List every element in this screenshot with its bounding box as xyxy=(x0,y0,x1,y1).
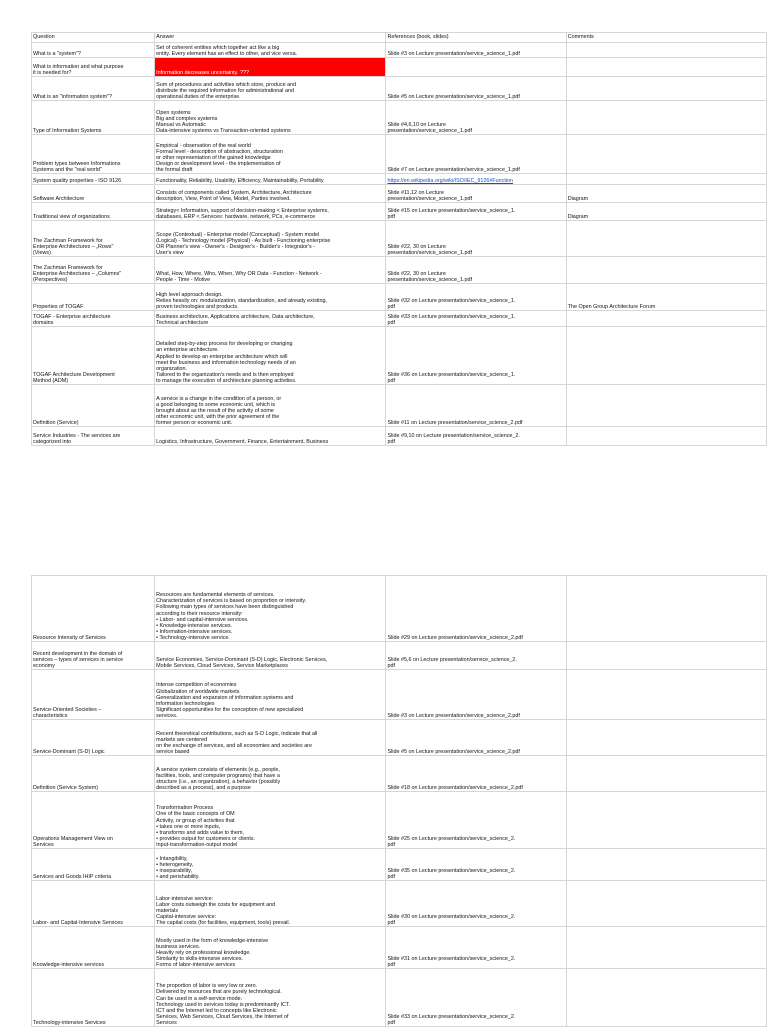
table-row xyxy=(32,927,767,969)
table-row xyxy=(32,221,767,257)
comment-cell[interactable]: Diagram xyxy=(566,185,766,203)
reference-cell[interactable]: Slide #9,10 on Lecture presentation/service_science_2. pdf xyxy=(386,427,566,446)
question-cell[interactable]: Properties of TOGAF xyxy=(32,284,155,311)
question-cell[interactable]: Service-Dominant (S-D) Logic xyxy=(32,720,155,756)
reference-cell[interactable]: Slide #3 on Lecture presentation/service_science_2.pdf xyxy=(386,670,566,720)
reference-cell[interactable]: Slide #35 on Lecture presentation/service_science_2. pdf xyxy=(386,849,566,881)
table-row xyxy=(32,101,767,135)
table-row xyxy=(32,670,767,720)
reference-cell[interactable]: Slide #5 on Lecture presentation/service_science_1.pdf xyxy=(386,77,566,101)
answer-cell[interactable]: Scope (Contextual) - Enterprise model (Conceptual) - System model (Logical) - Technology model (Physical) - As built - Functioning enterprise OR Planner's view - Owner's - Designer's - Builder's - Integrator's - User's view xyxy=(155,221,386,257)
comment-cell[interactable] xyxy=(566,327,766,385)
reference-cell[interactable]: Slide #15 on Lecture presentation/service_science_1. pdf xyxy=(386,203,566,221)
reference-cell[interactable]: Slide #4,6,10 on Lecture presentation/service_science_1.pdf xyxy=(386,101,566,135)
table-row xyxy=(32,257,767,284)
comment-cell[interactable] xyxy=(566,135,766,174)
table-row xyxy=(32,77,767,101)
answer-cell[interactable]: Resources are fundamental elements of services. Characterization of services is based on proportion or intensity. Following main types of services have been distinguished according to their resource intensity: • Labor- and capital-intensive services. • Knowledge-intensive services. • Information-intensive services. • Technology-intensive service. xyxy=(155,576,386,642)
comment-cell[interactable] xyxy=(566,576,766,642)
comment-cell[interactable] xyxy=(566,43,766,58)
comment-cell[interactable] xyxy=(566,849,766,881)
reference-cell[interactable]: Slide #3 on Lecture presentation/service_science_1.pdf xyxy=(386,43,566,58)
comment-cell[interactable] xyxy=(566,58,766,77)
question-cell[interactable]: Operations Management View on Services xyxy=(32,792,155,849)
comment-cell[interactable]: Diagram xyxy=(566,203,766,221)
question-cell[interactable]: Traditional view of organizations xyxy=(32,203,155,221)
answer-cell[interactable]: Open systems Big and complex systems Manual vs Automatic Data-intensive systems vs Transaction-oriented systems xyxy=(155,101,386,135)
comment-cell[interactable] xyxy=(566,385,766,427)
table-row xyxy=(32,792,767,849)
reference-cell[interactable]: Slide #11,12 on Lecture presentation/service_science_1.pdf xyxy=(386,185,566,203)
question-cell[interactable]: The Zachman Framework for Enterprise Architectures – „Columns" (Perspectives) xyxy=(32,257,155,284)
table-row xyxy=(32,576,767,642)
table-row xyxy=(32,284,767,311)
sheet-table-1 xyxy=(31,32,767,446)
reference-cell[interactable]: Slide #30 on Lecture presentation/service_science_2. pdf xyxy=(386,881,566,927)
question-cell[interactable]: Definition (Service System) xyxy=(32,756,155,792)
comment-cell[interactable] xyxy=(566,101,766,135)
answer-cell[interactable]: • Intangibility, • heterogeneity, • inseparability, • and perishability. xyxy=(155,849,386,881)
answer-cell[interactable]: Business architecture, Applications architecture, Data architecture, Technical architecture xyxy=(155,311,386,327)
question-cell[interactable]: Problem types between Informations Systems and the "real world" xyxy=(32,135,155,174)
question-cell[interactable]: Services and Goods IHIP criteria xyxy=(32,849,155,881)
answer-cell[interactable]: Intense competition of economies Globalization of worldwide markets Generalization and expansion of information systems and information technologies Significant opportunities for the conception of new specialized services. xyxy=(155,670,386,720)
comment-cell[interactable] xyxy=(566,221,766,257)
reference-cell[interactable]: Slide #22, 30 on Lecture presentation/service_science_1.pdf xyxy=(386,257,566,284)
question-cell[interactable]: Service Industries - The services are categorized into xyxy=(32,427,155,446)
comment-cell[interactable] xyxy=(566,427,766,446)
header-references[interactable]: References (book, slides) xyxy=(386,33,566,43)
reference-cell[interactable]: Slide #18 on Lecture presentation/service_science_2.pdf xyxy=(386,756,566,792)
reference-cell[interactable]: Slide #5,6 on Lecture presentation/service_science_2. pdf xyxy=(386,642,566,670)
reference-cell[interactable]: Slide #31 on Lecture presentation/service_science_2. pdf xyxy=(386,927,566,969)
answer-cell[interactable]: High level approach design. Relies heavily on: modularization, standardization, and already existing, proven technologies and products. xyxy=(155,284,386,311)
answer-cell[interactable]: Strategy< Information, support of decision-making < Enterprise systems, databases, ERP < Services: hardware, network, PCs, e-commerce xyxy=(155,203,386,221)
table-row xyxy=(32,756,767,792)
header-comments[interactable]: Comments xyxy=(566,33,766,43)
reference-cell[interactable]: Slide #7 on Lecture presentation/service_science_1.pdf xyxy=(386,135,566,174)
comment-cell[interactable] xyxy=(566,720,766,756)
table-row xyxy=(32,58,767,77)
table-row xyxy=(32,185,767,203)
table-row xyxy=(32,881,767,927)
answer-cell[interactable]: Sum of procedures and activities which store, produce and distribute the required information for administrational and operational duties of the enterprise. xyxy=(155,77,386,101)
table-row xyxy=(32,720,767,756)
question-cell[interactable]: Definition (Service) xyxy=(32,385,155,427)
reference-cell[interactable] xyxy=(386,58,566,77)
answer-cell[interactable]: Consists of components called System, Architecture, Architecture description, View, Point of View, Model, Parties involved. xyxy=(155,185,386,203)
question-cell[interactable]: Recent development in the domain of services – types of services in service economy xyxy=(32,642,155,670)
table-row xyxy=(32,427,767,446)
question-cell[interactable]: Knowledge-intensive services xyxy=(32,927,155,969)
comment-cell[interactable] xyxy=(566,927,766,969)
question-cell[interactable]: Software Architecture xyxy=(32,185,155,203)
answer-cell[interactable]: Service Economies, Service-Dominant (S-D) Logic, Electronic Services, Mobile Services, Cloud Services, Service Marketplaces xyxy=(155,642,386,670)
question-cell[interactable]: Service-Oriented Societies – characteristics xyxy=(32,670,155,720)
table-row xyxy=(32,327,767,385)
reference-cell[interactable]: Slide #5 on Lecture presentation/service_science_2.pdf xyxy=(386,720,566,756)
answer-cell[interactable]: Labor-intensive service: Labor costs outweigh the costs for equipment and materials Capital-intensive service: The capital costs (for facilities, equipment, tools) prevail. xyxy=(155,881,386,927)
header-row xyxy=(32,33,767,43)
question-cell[interactable]: Type of Information Systems xyxy=(32,101,155,135)
comment-cell[interactable] xyxy=(566,257,766,284)
table-row xyxy=(32,642,767,670)
reference-cell[interactable]: Slide #29 on Lecture presentation/service_science_2.pdf xyxy=(386,576,566,642)
comment-cell[interactable] xyxy=(566,642,766,670)
answer-cell[interactable]: Mostly used in the form of knowledge-intensive business services. Heavily rely on professional knowledge. Similarity to skills-intensive services. Forms of labor-intensive services xyxy=(155,927,386,969)
answer-cell[interactable]: Detailed step-by-step process for developing or changing an enterprise architecture. Applied to develop an enterprise architecture which will meet the business and information technology needs of an organization. Tailored to the organization's needs and is then employed to manage the execution of architecture planning activities. xyxy=(155,327,386,385)
question-cell[interactable]: What is information and what purpose it is needed for? xyxy=(32,58,155,77)
answer-cell[interactable]: The proportion of labor is very low or zero. Delivered by resources that are purely technological. Can be used in a self-service mode. Technology used in services today is predominantly ICT. ICT and the Internet led to concepts like Electronic Services, Web Services, Cloud Services, the Internet of Services xyxy=(155,969,386,1027)
question-cell[interactable]: What is an "information system"? xyxy=(32,77,155,101)
table-row xyxy=(32,311,767,327)
reference-cell[interactable]: Slide #22, 30 on Lecture presentation/service_science_1.pdf xyxy=(386,221,566,257)
question-cell[interactable]: TOGAF - Enterprise architecture domains xyxy=(32,311,155,327)
reference-cell[interactable]: Slide #32 on Lecture presentation/service_science_1. pdf xyxy=(386,284,566,311)
answer-cell[interactable]: Set of coherent entities which together act like a big entity. Every element has an effect to other, and vice versa. xyxy=(155,43,386,58)
comment-cell[interactable] xyxy=(566,756,766,792)
question-cell[interactable]: The Zachman Framework for Enterprise Architectures – „Rows" (Views) xyxy=(32,221,155,257)
table-row xyxy=(32,969,767,1027)
question-cell[interactable]: TOGAF Architecture Development Method (ADM) xyxy=(32,327,155,385)
reference-cell[interactable]: Slide #33 on Lecture presentation/service_science_2. pdf xyxy=(386,969,566,1027)
question-cell[interactable]: System quality properties - ISO 9126 xyxy=(32,174,155,185)
reference-cell[interactable]: Slide #11 on Lecture presentation/service_science_2.pdf xyxy=(386,385,566,427)
question-cell[interactable]: What is a "system"? xyxy=(32,43,155,58)
answer-cell[interactable]: What, How, Where, Who, When, Why OR Data - Function - Network - People - Time - Motive xyxy=(155,257,386,284)
table-row xyxy=(32,203,767,221)
comment-cell[interactable] xyxy=(566,792,766,849)
answer-cell[interactable]: Recent theoretical contributions, such as S-D Logic, indicate that all markets are centered on the exchange of services, and all economies and societies are service based xyxy=(155,720,386,756)
answer-cell[interactable]: Empirical - observation of the real world Formal level - description of abstraction, structuration or other representation of the gained knowledge Design or development level - the implementation of the formal draft xyxy=(155,135,386,174)
comment-cell[interactable] xyxy=(566,881,766,927)
question-cell[interactable]: Technology-intensive Services xyxy=(32,969,155,1027)
comment-cell[interactable] xyxy=(566,670,766,720)
comment-cell[interactable] xyxy=(566,77,766,101)
answer-cell[interactable]: A service is a change in the condition of a person, or a good belonging to some economic unit, which is brought about as the result of the activity of some other economic unit, with the prior agreement of the former person or economic unit. xyxy=(155,385,386,427)
header-question[interactable]: Question xyxy=(32,33,155,43)
question-cell[interactable]: Resource Intensity of Services xyxy=(32,576,155,642)
table-row xyxy=(32,43,767,58)
comment-cell[interactable]: The Open Group Architecture Forum xyxy=(566,284,766,311)
reference-link[interactable]: https://en.wikipedia.org/wiki/ISO/IEC_9126#Function xyxy=(386,174,566,185)
header-answer[interactable]: Answer xyxy=(155,33,386,43)
table-row xyxy=(32,385,767,427)
answer-cell[interactable]: Logistics, Infrastructure, Government, Finance, Entertainment, Business xyxy=(155,427,386,446)
comment-cell[interactable] xyxy=(566,174,766,185)
table-row xyxy=(32,174,767,185)
answer-cell[interactable]: Transformation Process One of the basic concepts of OM Activity, or group of activities that • takes one or more inputs, • transforms and adds value to them, • provides output for customers or clients. Input-transformation-output model xyxy=(155,792,386,849)
reference-cell[interactable]: Slide #25 on Lecture presentation/service_science_2. pdf xyxy=(386,792,566,849)
question-cell[interactable]: Labor- and Capital-Intensive Services xyxy=(32,881,155,927)
reference-cell[interactable]: Slide #36 on Lecture presentation/service_science_1. pdf xyxy=(386,327,566,385)
answer-cell[interactable]: Functionality, Reliability, Usability, Efficiency, Maintainability, Portability xyxy=(155,174,386,185)
comment-cell[interactable] xyxy=(566,311,766,327)
table-row xyxy=(32,135,767,174)
sheet-table-2 xyxy=(31,575,767,1027)
answer-cell[interactable]: Information decreases uncertainty. ??? xyxy=(155,58,386,77)
table-row xyxy=(32,849,767,881)
comment-cell[interactable] xyxy=(566,969,766,1027)
answer-cell[interactable]: A service system consists of elements (e.g., people, facilities, tools, and computer programs) that have a structure (i.e., an organization), a behavior (possibly described as a process), and a purpose xyxy=(155,756,386,792)
reference-cell[interactable]: Slide #33 on Lecture presentation/service_science_1. pdf xyxy=(386,311,566,327)
